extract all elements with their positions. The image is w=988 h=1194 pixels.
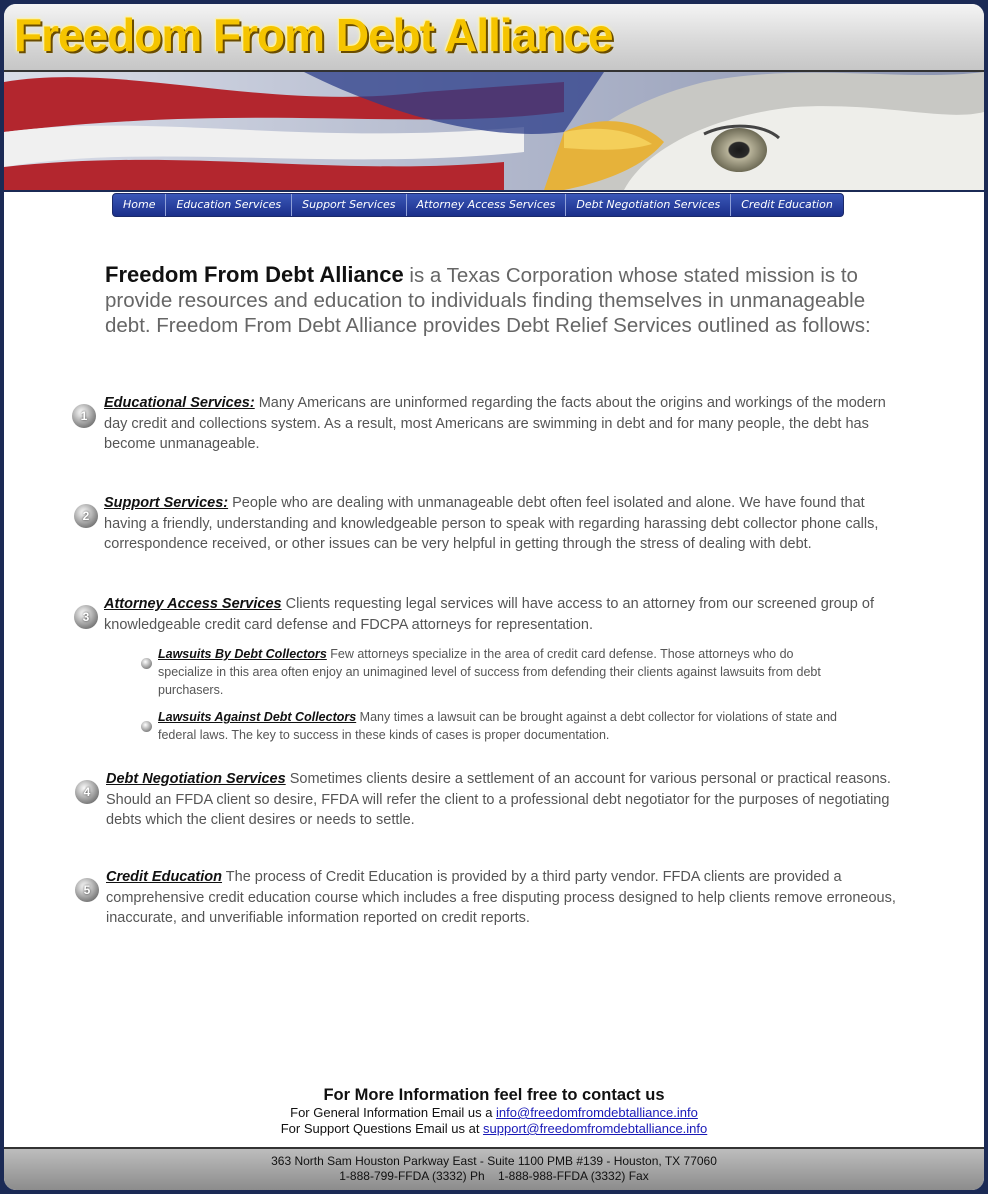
support-email-link[interactable]: support@freedomfromdebtalliance.info <box>483 1121 708 1136</box>
contact-section <box>4 1086 984 1137</box>
subitem-lawsuits-by <box>158 645 838 699</box>
number-3-icon: 3 <box>74 605 98 629</box>
bullet-icon <box>141 658 152 669</box>
contact-support <box>4 1121 984 1137</box>
footer-phones: 1-888-799-FFDA (3332) Ph 1-888-988-FFDA (3332) Fax <box>339 1169 649 1183</box>
banner-divider <box>4 190 984 192</box>
nav-credit-education[interactable]: Credit Education <box>741 198 833 211</box>
nav-attorney-access-services[interactable]: Attorney Access Services <box>407 194 567 216</box>
intro-brand: Freedom From Debt Alliance <box>105 262 404 287</box>
site-title: Freedom From Debt Alliance <box>14 9 613 61</box>
nav-debt-negotiation-services[interactable]: Debt Negotiation Services <box>566 194 731 216</box>
service-educational <box>104 393 894 455</box>
subitem-text: Many times a lawsuit can be brought against a debt collector for violations of state and federal laws. The key to success in these kinds of cases is proper documentation. <box>158 710 838 742</box>
contact-title: For More Information feel free to contact us <box>323 1086 665 1104</box>
site-header <box>4 4 984 72</box>
contact-general-label: For General Information Email us a <box>290 1105 497 1120</box>
number-1-icon: 1 <box>72 404 96 428</box>
service-attorney-access <box>104 594 894 635</box>
nav-home[interactable]: Home <box>113 194 166 216</box>
service-heading: Credit Education <box>106 869 223 885</box>
service-text: Many Americans are uninformed regarding the facts about the origins and workings of the modern day credit and collections system. As a result, most Americans are swimming in debt and for many people, the debt has become unmanageable. <box>104 395 886 452</box>
number-4-icon: 4 <box>75 780 99 804</box>
nav-support-services[interactable]: Support Services <box>292 194 406 216</box>
number-2-icon: 2 <box>74 504 98 528</box>
subitem-lawsuits-against <box>158 708 838 744</box>
service-support <box>104 493 894 555</box>
number-5-icon: 5 <box>75 878 99 902</box>
service-text: People who are dealing with unmanageable debt often feel isolated and alone. We have found that having a friendly, understanding and knowledgeable person to speak with regarding harassing debt collector phone calls, correspondence received, or other issues can be very helpful in getting through the stress of dealing with debt. <box>104 495 879 552</box>
service-text: Clients requesting legal services will have access to an attorney from our screened group of knowledgeable credit card defense and FDCPA attorneys for representation. <box>104 596 874 633</box>
service-heading: Educational Services: <box>104 395 255 411</box>
intro-paragraph <box>105 262 885 338</box>
contact-support-label: For Support Questions Email us at <box>280 1121 484 1136</box>
service-text: The process of Credit Education is provided by a third party vendor. FFDA clients are provided a comprehensive credit education course which includes a free disputing process designed to help clients remove erroneous, inaccurate, and unverifiable information reported on credit reports. <box>106 869 896 926</box>
service-heading: Attorney Access Services <box>104 596 282 612</box>
site-footer <box>4 1147 984 1190</box>
subitem-heading: Lawsuits By Debt Collectors <box>158 647 327 661</box>
subitem-heading: Lawsuits Against Debt Collectors <box>158 710 357 724</box>
service-credit-education <box>106 867 896 929</box>
general-email-link[interactable]: info@freedomfromdebtalliance.info <box>496 1105 698 1120</box>
service-debt-negotiation <box>106 769 896 831</box>
subitem-text: Few attorneys specialize in the area of credit card defense. Those attorneys who do specialize in this area often enjoy an unimagined level of success from defending their clients against lawsuits from debt purchasers. <box>158 647 821 697</box>
intro-text: is a Texas Corporation whose stated mission is to provide resources and education to individuals finding themselves in unmanageable debt. Freedom From Debt Alliance provides Debt Relief Services outlined as follows: <box>105 264 871 337</box>
main-nav <box>112 193 844 217</box>
contact-general <box>4 1105 984 1121</box>
banner-image <box>4 72 984 190</box>
footer-address: 363 North Sam Houston Parkway East - Suite 1100 PMB #139 - Houston, TX 77060 <box>271 1154 717 1168</box>
service-heading: Support Services: <box>104 495 229 511</box>
nav-education-services[interactable]: Education Services <box>166 194 292 216</box>
service-text: Sometimes clients desire a settlement of an account for various personal or practical reasons. Should an FFDA client so desire, FFDA will refer the client to a professional debt negotiator for the purposes of negotiating debts which the client desires or needs to settle. <box>106 771 891 828</box>
page-frame <box>4 4 984 1190</box>
bullet-icon <box>141 721 152 732</box>
flag-eagle-banner-icon <box>4 72 984 190</box>
service-heading: Debt Negotiation Services <box>106 771 286 787</box>
